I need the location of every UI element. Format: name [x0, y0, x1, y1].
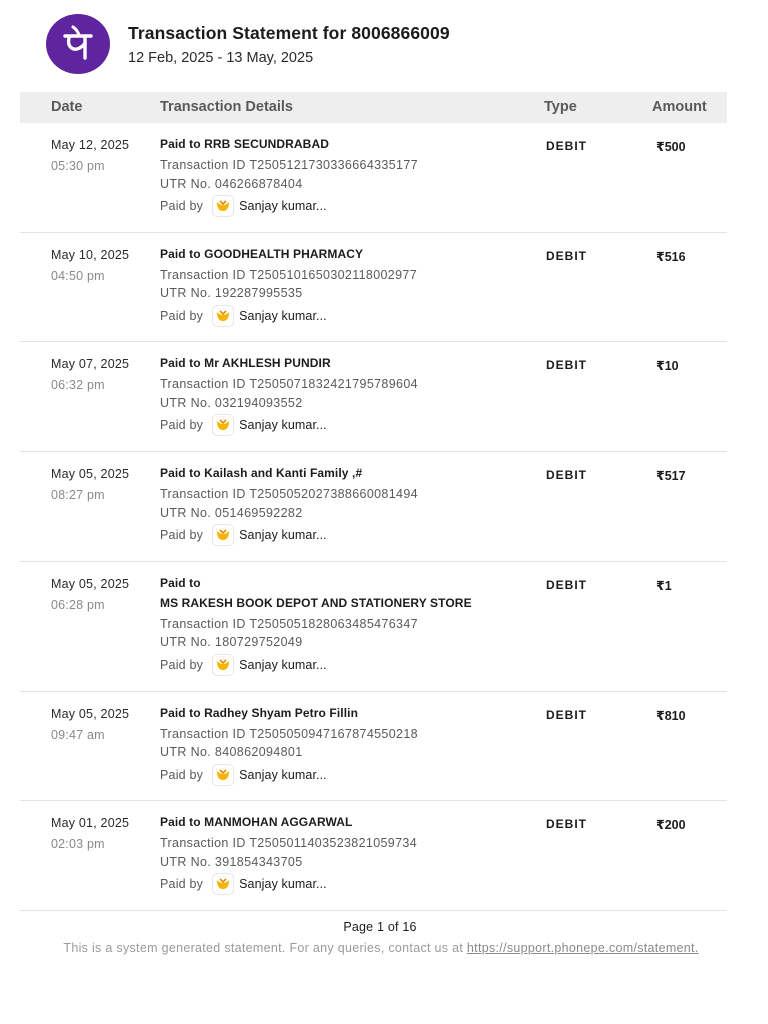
- transaction-id: Transaction ID T2505052027388660081494: [160, 487, 418, 502]
- footer-note: [0, 941, 762, 955]
- bank-logo-icon: [212, 195, 234, 217]
- transaction-amount: ₹516: [656, 249, 686, 264]
- payer-account-name: Sanjay kumar...: [239, 199, 327, 213]
- transaction-date: May 12, 2025: [51, 138, 130, 152]
- transaction-type: DEBIT: [546, 577, 587, 592]
- support-link[interactable]: https://support.phonepe.com/statement.: [466, 941, 699, 955]
- transaction-id: Transaction ID T2505101650302118002977: [160, 267, 418, 282]
- table-row: [20, 692, 727, 802]
- payee-name: Paid to Mr AKHLESH PUNDIR: [160, 356, 331, 371]
- transaction-type: DEBIT: [546, 817, 587, 832]
- table-row: [20, 562, 727, 692]
- bank-logo-icon: [212, 305, 234, 327]
- transaction-type: DEBIT: [546, 248, 587, 263]
- payee-name: Paid to MANMOHAN AGGARWAL: [160, 815, 353, 830]
- bank-logo-icon: [212, 654, 234, 676]
- paid-by-label: Paid by: [160, 767, 204, 782]
- payer-account-name: Sanjay kumar...: [239, 657, 327, 672]
- transaction-id: Transaction ID T2505121730336664335177: [160, 158, 418, 172]
- bank-logo-icon: [212, 764, 234, 786]
- statement-title: Transaction Statement for 8006866009: [128, 22, 450, 43]
- transaction-time: 05:30 pm: [51, 159, 105, 173]
- payer-account-name: Sanjay kumar...: [239, 877, 327, 892]
- bank-logo-icon: [212, 873, 234, 895]
- paid-by-label: Paid by: [160, 877, 204, 892]
- payer-account-name: Sanjay kumar...: [239, 308, 327, 323]
- statement-header: [46, 14, 450, 74]
- transaction-time: 06:28 pm: [51, 597, 105, 612]
- payer-account-name: Sanjay kumar...: [239, 767, 327, 782]
- paid-by-label: Paid by: [160, 418, 204, 433]
- transaction-time: 08:27 pm: [51, 488, 105, 503]
- utr-number: UTR No. 032194093552: [160, 395, 303, 410]
- payee-name: Paid to GOODHEALTH PHARMACY: [160, 246, 364, 261]
- phonepe-logo-icon: [46, 14, 110, 74]
- table-row: [20, 342, 727, 452]
- transaction-id: Transaction ID T2505011403523821059734: [160, 836, 418, 851]
- paid-by-label: Paid by: [160, 308, 204, 323]
- payer-account-name: Sanjay kumar...: [239, 528, 327, 543]
- column-header-amount: Amount: [652, 99, 707, 115]
- table-header: [20, 92, 727, 123]
- transaction-type: DEBIT: [546, 139, 587, 153]
- payer-account-name: Sanjay kumar...: [239, 418, 327, 433]
- bank-logo-icon: [212, 524, 234, 546]
- transaction-amount: ₹1: [656, 578, 672, 593]
- paid-by-label: Paid by: [160, 199, 204, 213]
- transaction-id: Transaction ID T2505071832421795789604: [160, 377, 418, 392]
- transaction-type: DEBIT: [546, 707, 587, 722]
- transaction-date: May 05, 2025: [51, 576, 130, 591]
- table-row: [20, 123, 727, 233]
- statement-date-range: 12 Feb, 2025 - 13 May, 2025: [128, 49, 314, 66]
- transaction-date: May 10, 2025: [51, 247, 130, 262]
- table-row: [20, 452, 727, 562]
- transaction-id: Transaction ID T2505051828063485476347: [160, 616, 418, 631]
- payee-name: Paid to: [160, 575, 201, 590]
- table-row: [20, 801, 727, 911]
- column-header-type: Type: [544, 99, 577, 115]
- transaction-time: 04:50 pm: [51, 268, 105, 283]
- transaction-id: Transaction ID T2505050947167874550218: [160, 726, 418, 741]
- transaction-time: 09:47 am: [51, 727, 105, 742]
- utr-number: UTR No. 391854343705: [160, 854, 303, 869]
- utr-number: UTR No. 051469592282: [160, 505, 303, 520]
- column-header-details: Transaction Details: [160, 99, 293, 115]
- transaction-type: DEBIT: [546, 468, 587, 483]
- payee-name-line2: MS RAKESH BOOK DEPOT AND STATIONERY STORE: [160, 595, 472, 610]
- table-row: [20, 233, 727, 343]
- transaction-time: 06:32 pm: [51, 378, 105, 393]
- bank-logo-icon: [212, 414, 234, 436]
- utr-number: UTR No. 046266878404: [160, 176, 303, 191]
- utr-number: UTR No. 840862094801: [160, 745, 303, 760]
- transaction-amount: ₹810: [656, 708, 686, 723]
- transaction-amount: ₹517: [656, 469, 686, 484]
- paid-by-label: Paid by: [160, 657, 204, 672]
- transaction-date: May 05, 2025: [51, 706, 130, 721]
- transaction-list: [20, 123, 727, 911]
- transaction-amount: ₹500: [656, 140, 686, 154]
- transaction-amount: ₹200: [656, 818, 686, 833]
- payee-name: Paid to Radhey Shyam Petro Fillin: [160, 705, 359, 720]
- payee-name: Paid to Kailash and Kanti Family ,#: [160, 466, 363, 481]
- transaction-time: 02:03 pm: [51, 837, 105, 852]
- utr-number: UTR No. 192287995535: [160, 286, 303, 301]
- footer-note-text: This is a system generated statement. For any queries, contact us at: [63, 941, 467, 955]
- transaction-amount: ₹10: [656, 359, 679, 374]
- page-number: Page 1 of 16: [343, 920, 417, 934]
- transaction-type: DEBIT: [546, 358, 587, 373]
- utr-number: UTR No. 180729752049: [160, 635, 303, 650]
- payee-name: Paid to RRB SECUNDRABAD: [160, 137, 329, 151]
- column-header-date: Date: [51, 99, 83, 115]
- transaction-date: May 07, 2025: [51, 357, 130, 372]
- transaction-date: May 01, 2025: [51, 816, 130, 831]
- transaction-date: May 05, 2025: [51, 467, 130, 482]
- paid-by-label: Paid by: [160, 528, 204, 543]
